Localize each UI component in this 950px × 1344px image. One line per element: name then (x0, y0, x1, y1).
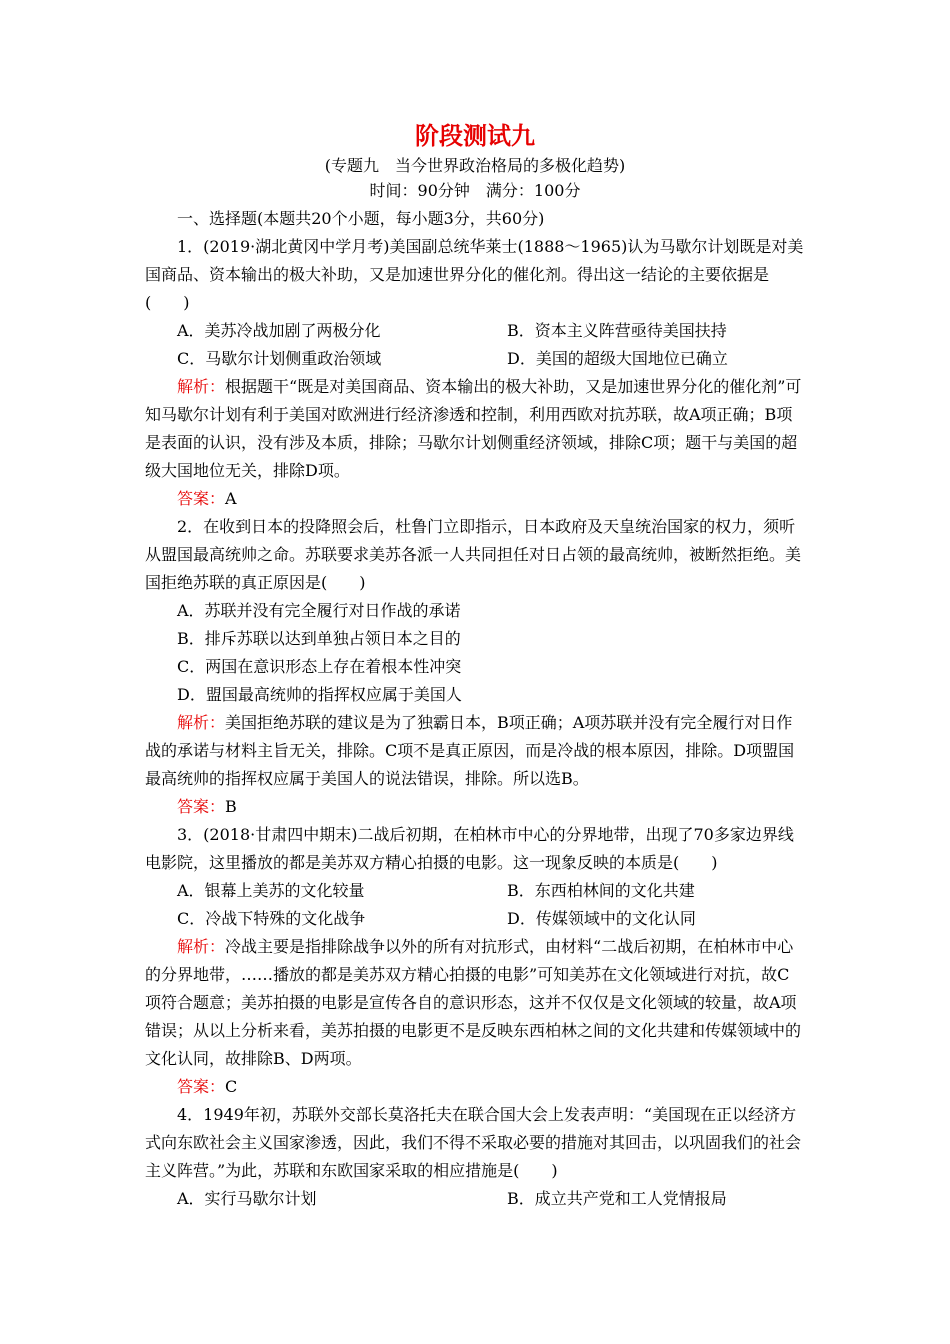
question-stem: 4．1949年初，苏联外交部长莫洛托夫在联合国大会上发表声明：“美国现在正以经济方式向东欧社会主义国家渗透，因此，我们不得不采取必要的措施对其回击，以巩固我们的社会主义阵营。”为此，苏联和东欧国家采取的相应措施是( ) (145, 1105, 802, 1180)
analysis-paragraph (145, 373, 805, 485)
answer-line (145, 1073, 805, 1101)
analysis-text: 美国拒绝苏联的建议是为了独霸日本，B项正确；A项苏联并没有完全履行对日作战的承诺与材料主旨无关，排除。C项不是真正原因，而是冷战的根本原因，排除。D项盟国最高统帅的指挥权应属于美国人的说法错误，排除。所以选B。 (145, 713, 795, 788)
question-stem: 3．(2018·甘肃四中期末)二战后初期，在柏林市中心的分界地带，出现了70多家边界线电影院，这里播放的都是美苏双方精心拍摄的电影。这一现象反映的本质是( ) (145, 825, 794, 872)
option-b: B．成立共产党和工人党情报局 (507, 1189, 727, 1208)
option-b: B．资本主义阵营亟待美国扶持 (507, 321, 727, 340)
page-title: 阶段测试九 (415, 121, 535, 150)
answer-value: C (225, 1077, 238, 1096)
option-d: D．传媒领域中的文化认同 (507, 909, 696, 928)
option-row (145, 317, 805, 345)
option-row (145, 905, 805, 933)
option-b: B．排斥苏联以达到单独占领日本之目的 (177, 629, 461, 648)
analysis-paragraph (145, 933, 805, 1073)
question-list (145, 205, 805, 1213)
option-c: C．马歇尔计划侧重政治领域 (177, 349, 382, 368)
question-stem: 1．(2019·湖北黄冈中学月考)美国副总统华莱士(1888～1965)认为马歇尔计划既是对美国商品、资本输出的极大补助，又是加速世界分化的催化剂。得出这一结论的主要依据是( ) (145, 237, 804, 312)
option-d: D．盟国最高统帅的指挥权应属于美国人 (177, 685, 462, 704)
answer-line (145, 793, 805, 821)
analysis-paragraph (145, 709, 805, 793)
option-d: D．美国的超级大国地位已确立 (507, 349, 728, 368)
question-stem: 2．在收到日本的投降照会后，杜鲁门立即指示，日本政府及天皇统治国家的权力，须听从盟国最高统帅之命。苏联要求美苏各派一人共同担任对日占领的最高统帅，被断然拒绝。美国拒绝苏联的真正原因是( ) (145, 517, 802, 592)
option-row (145, 1185, 805, 1213)
analysis-text: 冷战主要是指排除战争以外的所有对抗形式，由材料“二战后初期，在柏林市中心的分界地带，……播放的都是美苏双方精心拍摄的电影”可知美苏在文化领域进行对抗，故C项符合题意；美苏拍摄的电影是宣传各自的意识形态，这并不仅仅是文化领域的较量，故A项错误；从以上分析来看，美苏拍摄的电影更不是反映东西柏林之间的文化共建和传媒领域中的文化认同，故排除B、D两项。 (145, 937, 802, 1068)
page-subtitle: (专题九 当今世界政治格局的多极化趋势) (324, 156, 626, 175)
analysis-label: 解析： (177, 937, 226, 956)
option-a: A．美苏冷战加剧了两极分化 (177, 321, 381, 340)
option-a: A．实行马歇尔计划 (177, 1189, 317, 1208)
option-row (145, 345, 805, 373)
analysis-text: 根据题干“既是对美国商品、资本输出的极大补助，又是加速世界分化的催化剂”可知马歇尔计划有利于美国对欧洲进行经济渗透和控制，利用西欧对抗苏联，故A项正确；B项是表面的认识，没有涉及本质，排除；马歇尔计划侧重经济领域，排除C项；题干与美国的超级大国地位无关，排除D项。 (145, 377, 802, 480)
option-b: B．东西柏林间的文化共建 (507, 881, 695, 900)
analysis-label: 解析： (177, 713, 226, 732)
section-heading: 一、选择题(本题共20个小题，每小题3分，共60分) (177, 209, 545, 228)
option-row (145, 877, 805, 905)
answer-line (145, 485, 805, 513)
answer-label: 答案： (177, 489, 226, 508)
analysis-label: 解析： (177, 377, 226, 396)
answer-label: 答案： (177, 1077, 226, 1096)
answer-value: B (225, 797, 237, 816)
option-a: A．银幕上美苏的文化较量 (177, 881, 365, 900)
answer-value: A (225, 489, 237, 508)
option-c: C．两国在意识形态上存在着根本性冲突 (177, 657, 462, 676)
option-a: A．苏联并没有完全履行对日作战的承诺 (177, 601, 461, 620)
answer-label: 答案： (177, 797, 226, 816)
option-c: C．冷战下特殊的文化战争 (177, 909, 366, 928)
exam-time-info: 时间：90分钟 满分：100分 (369, 181, 581, 200)
